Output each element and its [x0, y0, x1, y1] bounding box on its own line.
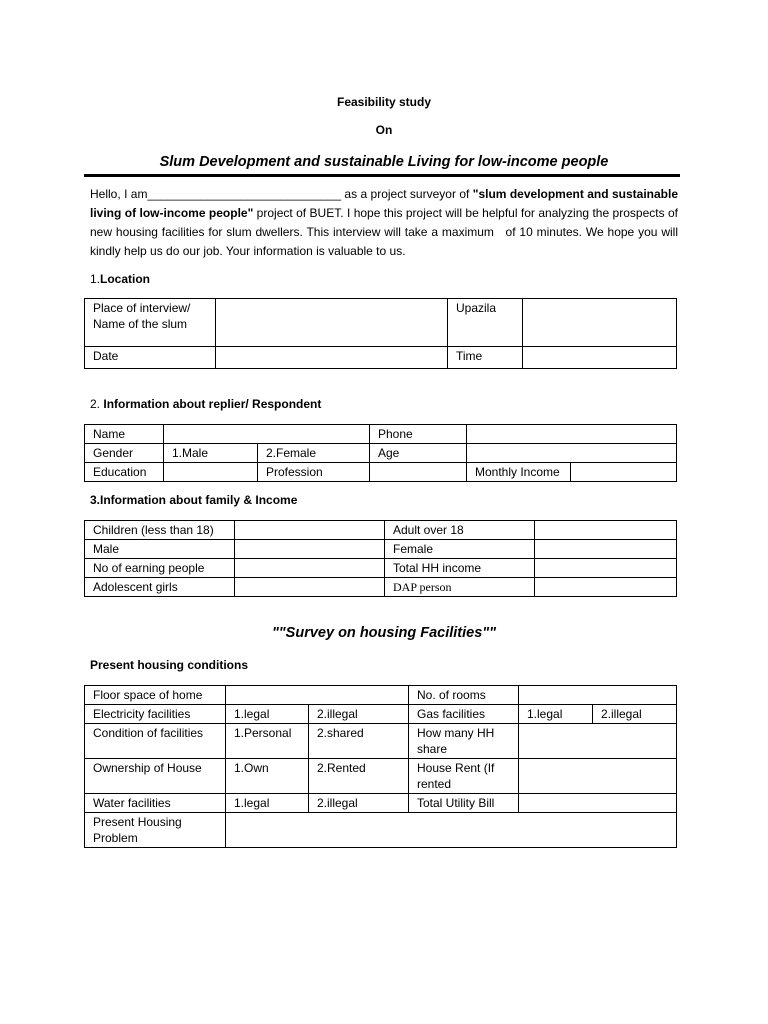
children-field[interactable] [235, 521, 385, 540]
gas-illegal-option[interactable]: 2.illegal [593, 705, 677, 724]
electricity-illegal-option[interactable]: 2.illegal [309, 705, 409, 724]
date-field[interactable] [216, 347, 448, 369]
education-field[interactable] [164, 463, 258, 482]
upazila-field[interactable] [523, 299, 677, 347]
electricity-legal-option[interactable]: 1.legal [226, 705, 309, 724]
place-label: Place of interview/ Name of the slum [85, 299, 216, 347]
gas-label: Gas facilities [409, 705, 519, 724]
condition-shared-option[interactable]: 2.shared [309, 724, 409, 759]
intro-text-rest: project of BUET. I hope this project will be helpful for analyzing the prospects of new housing facilities for slum dwellers. This interview will take a maximum of 10 minutes. We hope you will kindly help us do our job. Your information is valuable to us. [90, 206, 678, 258]
section-title: Information about family & Income [100, 493, 298, 507]
earning-field[interactable] [235, 559, 385, 578]
family-table [84, 520, 677, 597]
section-title: Information about replier/ Respondent [103, 397, 322, 411]
adolescent-field[interactable] [235, 578, 385, 597]
title-divider [84, 174, 680, 177]
hh-share-field[interactable] [519, 724, 677, 759]
male-field[interactable] [235, 540, 385, 559]
intro-paragraph [90, 185, 678, 261]
rooms-label: No. of rooms [409, 686, 519, 705]
name-label: Name [85, 425, 164, 444]
section-number: 2. [90, 397, 101, 411]
utility-label: Total Utility Bill [409, 794, 519, 813]
ownership-own-option[interactable]: 1.Own [226, 759, 309, 794]
rooms-field[interactable] [519, 686, 677, 705]
section-location-heading [90, 272, 150, 286]
profession-label: Profession [258, 463, 370, 482]
phone-label: Phone [370, 425, 467, 444]
water-legal-option[interactable]: 1.legal [226, 794, 309, 813]
time-label: Time [448, 347, 523, 369]
location-table [84, 298, 677, 369]
intro-project-name: "slum development and sustainable living of low-income people" [90, 187, 678, 220]
name-field[interactable] [164, 425, 370, 444]
monthly-income-label: Monthly Income [467, 463, 571, 482]
rent-field[interactable] [519, 759, 677, 794]
phone-field[interactable] [467, 425, 677, 444]
gas-legal-option[interactable]: 1.legal [519, 705, 593, 724]
dap-field[interactable] [535, 578, 677, 597]
intro-text: Hello, I am_____________________________ as a project surveyor of [90, 187, 473, 201]
problem-label: Present Housing Problem [85, 813, 226, 848]
gender-label: Gender [85, 444, 164, 463]
adult-field[interactable] [535, 521, 677, 540]
earning-label: No of earning people [85, 559, 235, 578]
age-label: Age [370, 444, 467, 463]
monthly-income-field[interactable] [571, 463, 677, 482]
section-title: Location [100, 272, 151, 286]
page-title: Slum Development and sustainable Living for low-income people [159, 154, 609, 170]
hh-income-label: Total HH income [385, 559, 535, 578]
adolescent-label: Adolescent girls [85, 578, 235, 597]
floor-field[interactable] [226, 686, 409, 705]
gender-female-option[interactable]: 2.Female [258, 444, 370, 463]
electricity-label: Electricity facilities [85, 705, 226, 724]
dap-label: DAP person [385, 578, 535, 597]
male-label: Male [85, 540, 235, 559]
water-label: Water facilities [85, 794, 226, 813]
ownership-rented-option[interactable]: 2.Rented [309, 759, 409, 794]
housing-table [84, 685, 677, 848]
utility-field[interactable] [519, 794, 677, 813]
condition-personal-option[interactable]: 1.Personal [226, 724, 309, 759]
condition-label: Condition of facilities [85, 724, 226, 759]
problem-field[interactable] [226, 813, 677, 848]
ownership-label: Ownership of House [85, 759, 226, 794]
adult-label: Adult over 18 [385, 521, 535, 540]
place-field[interactable] [216, 299, 448, 347]
children-label: Children (less than 18) [85, 521, 235, 540]
section-family-heading [90, 493, 297, 507]
female-label: Female [385, 540, 535, 559]
survey-title: ""Survey on housing Facilities"" [271, 625, 497, 641]
date-label: Date [85, 347, 216, 369]
doc-on-label: On [375, 123, 393, 137]
rent-label: House Rent (If rented [409, 759, 519, 794]
upazila-label: Upazila [448, 299, 523, 347]
section-respondent-heading [90, 397, 321, 411]
female-field[interactable] [535, 540, 677, 559]
time-field[interactable] [523, 347, 677, 369]
respondent-table [84, 424, 677, 482]
floor-label: Floor space of home [85, 686, 226, 705]
gender-male-option[interactable]: 1.Male [164, 444, 258, 463]
doc-subtitle: Feasibility study [336, 95, 432, 109]
housing-conditions-heading: Present housing conditions [90, 658, 249, 672]
water-illegal-option[interactable]: 2.illegal [309, 794, 409, 813]
hh-income-field[interactable] [535, 559, 677, 578]
education-label: Education [85, 463, 164, 482]
age-field[interactable] [467, 444, 677, 463]
section-number: 3. [90, 493, 101, 507]
section-number: 1. [90, 272, 101, 286]
profession-field[interactable] [370, 463, 467, 482]
hh-share-label: How many HH share [409, 724, 519, 759]
